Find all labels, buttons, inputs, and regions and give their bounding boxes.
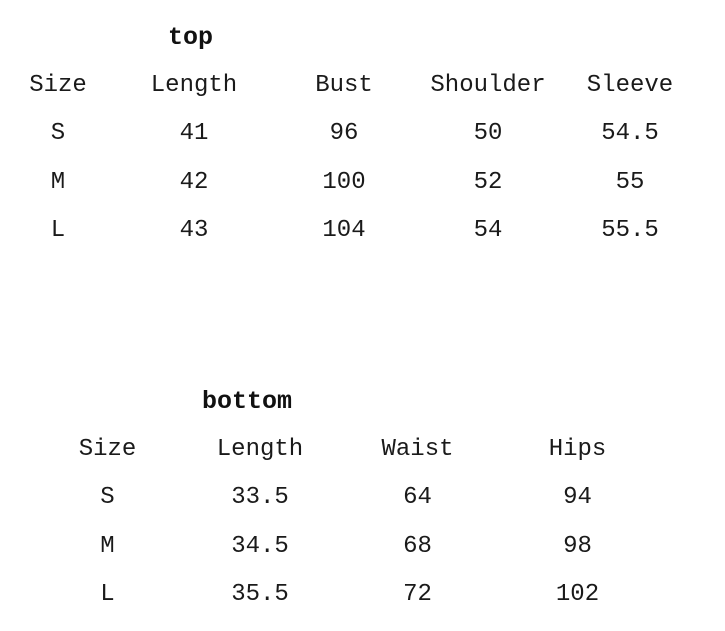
table-cell: 104 — [322, 217, 366, 245]
table-cell: 41 — [179, 120, 209, 148]
table-cell: 54.5 — [601, 120, 659, 148]
table-cell: 94 — [563, 484, 592, 512]
table-row-s — [30, 474, 655, 523]
top-size-table — [0, 61, 700, 255]
table-cell: M — [100, 532, 115, 560]
table-row-m — [0, 158, 700, 207]
table-cell: 34.5 — [231, 532, 289, 560]
top-table-title: top — [168, 23, 214, 52]
table-row-m — [30, 522, 655, 571]
table-row-s — [0, 110, 700, 159]
column-header-waist: Waist — [381, 435, 454, 463]
table-cell: 72 — [403, 581, 432, 609]
top-table-header-row — [0, 61, 700, 110]
table-cell: 68 — [403, 532, 432, 560]
table-cell: 42 — [179, 168, 209, 196]
table-cell: 50 — [473, 120, 503, 148]
column-header-shoulder: Shoulder — [430, 71, 546, 99]
table-cell: 98 — [563, 532, 592, 560]
bottom-size-table — [30, 425, 655, 619]
column-header-length: Length — [150, 71, 238, 99]
table-cell: L — [50, 217, 66, 245]
table-row-l — [0, 207, 700, 256]
table-cell: 35.5 — [231, 581, 289, 609]
table-cell: 52 — [473, 168, 503, 196]
table-cell: 100 — [322, 168, 366, 196]
column-header-hips: Hips — [548, 435, 607, 463]
table-cell: 54 — [473, 217, 503, 245]
table-row-l — [30, 571, 655, 620]
table-cell: 43 — [179, 217, 209, 245]
table-cell: 55.5 — [601, 217, 659, 245]
table-cell: L — [100, 581, 115, 609]
table-cell: 33.5 — [231, 484, 289, 512]
column-header-sleeve: Sleeve — [586, 71, 674, 99]
column-header-size: Size — [78, 435, 137, 463]
table-cell: 55 — [615, 168, 645, 196]
top-size-table-section — [0, 22, 725, 255]
column-header-size: Size — [29, 71, 87, 99]
bottom-table-title: bottom — [202, 387, 293, 416]
column-header-bust: Bust — [315, 71, 373, 99]
table-cell: 96 — [329, 120, 359, 148]
bottom-size-table-section — [0, 386, 725, 619]
table-cell: 64 — [403, 484, 432, 512]
table-cell: S — [50, 120, 66, 148]
column-header-length: Length — [216, 435, 304, 463]
table-cell: M — [50, 168, 66, 196]
table-cell: S — [100, 484, 115, 512]
table-cell: 102 — [555, 581, 600, 609]
bottom-table-header-row — [30, 425, 655, 474]
